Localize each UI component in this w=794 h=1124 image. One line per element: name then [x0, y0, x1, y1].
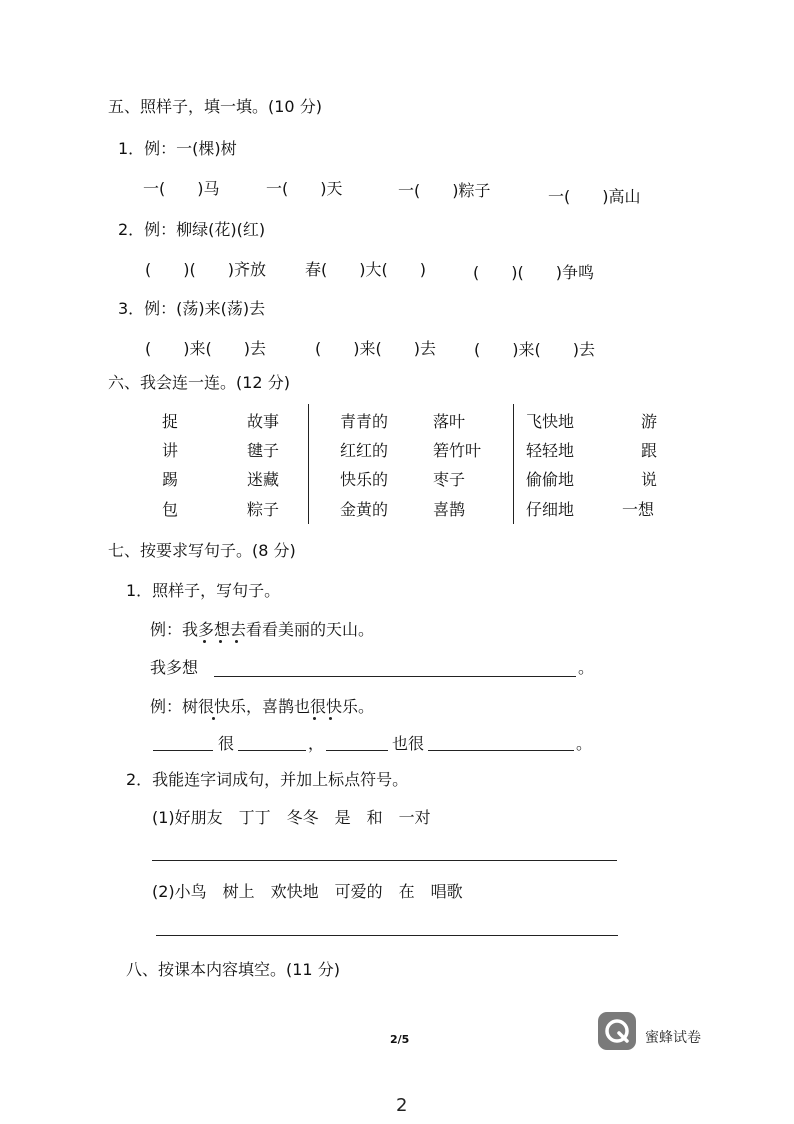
- example-sentence-1: 例：我多想去看看美丽的天山。: [150, 620, 375, 639]
- q7-2-title: 2．我能连字词成句，并加上标点符号。: [126, 770, 409, 789]
- match-c3-left-3: 偷偷地: [526, 470, 575, 489]
- match-c3-left-2: 轻轻地: [526, 441, 575, 460]
- q3-example: 3．例：(荡)来(荡)去: [118, 299, 266, 318]
- q7-2-item-1: (1)好朋友 丁丁 冬冬 是 和 一对: [152, 808, 431, 827]
- fill2-word-c: 也很: [392, 734, 425, 753]
- answer-line-q7-2-2[interactable]: [156, 935, 618, 936]
- match-c3-left-1: 飞快地: [526, 412, 575, 431]
- answer-line-fill1[interactable]: [214, 676, 576, 677]
- column-divider-1: [308, 404, 309, 524]
- answer-line-fill2-a[interactable]: [153, 750, 213, 751]
- match-c1-right-3: 迷藏: [247, 470, 280, 489]
- fill1-prefix: 我多想: [150, 658, 199, 677]
- q3-item-3: ( )来( )去: [474, 340, 595, 359]
- match-c2-right-1: 落叶: [433, 412, 466, 431]
- fill2-period: 。: [576, 734, 593, 753]
- match-c2-right-3: 枣子: [433, 470, 466, 489]
- match-c2-left-3: 快乐的: [340, 470, 389, 489]
- q3-item-1: ( )来( )去: [145, 339, 266, 358]
- fill2-comma: ，: [308, 734, 325, 753]
- q1-example: 1．例：一(棵)树: [118, 139, 237, 158]
- emphasis-dot: [313, 717, 316, 720]
- emphasis-dot: [212, 717, 215, 720]
- match-c2-left-4: 金黄的: [340, 500, 389, 519]
- column-divider-2: [513, 404, 514, 524]
- q1-item-4: 一( )高山: [548, 187, 641, 206]
- match-c1-left-3: 踢: [162, 470, 179, 489]
- section5-title: 五、照样子，填一填。(10 分): [108, 97, 322, 116]
- match-c3-right-2: 跟: [641, 441, 658, 460]
- q2-item-1: ( )( )齐放: [145, 260, 266, 279]
- q2-item-2: 春( )大( ): [305, 260, 426, 279]
- q1-item-1: 一( )马: [143, 179, 220, 198]
- match-c1-left-2: 讲: [162, 441, 179, 460]
- fill2-word-a: 很: [218, 734, 235, 753]
- q1-item-3: 一( )粽子: [398, 181, 491, 200]
- fill1-suffix: 。: [578, 658, 595, 677]
- match-c2-left-2: 红红的: [340, 441, 389, 460]
- q3-item-2: ( )来( )去: [315, 339, 436, 358]
- q7-1-title: 1．照样子，写句子。: [126, 581, 281, 600]
- match-c1-right-1: 故事: [247, 412, 280, 431]
- emphasis-dot: [203, 640, 206, 643]
- q7-2-item-2: (2)小鸟 树上 欢快地 可爱的 在 唱歌: [152, 882, 463, 901]
- q1-item-2: 一( )天: [266, 179, 343, 198]
- answer-line-q7-2-1[interactable]: [152, 860, 617, 861]
- match-c2-right-4: 喜鹊: [433, 500, 466, 519]
- section8-title: 八、按课本内容填空。(11 分): [126, 960, 340, 979]
- match-c2-right-2: 箬竹叶: [433, 441, 482, 460]
- section7-title: 七、按要求写句子。(8 分): [108, 541, 296, 560]
- match-c1-left-1: 捉: [162, 412, 179, 431]
- page-number: 2: [396, 1095, 408, 1116]
- match-c1-right-2: 毽子: [247, 441, 280, 460]
- emphasis-dot: [219, 640, 222, 643]
- emphasis-dot: [235, 640, 238, 643]
- section6-title: 六、我会连一连。(12 分): [108, 373, 290, 392]
- answer-line-fill2-b[interactable]: [238, 750, 306, 751]
- answer-line-fill2-c[interactable]: [326, 750, 388, 751]
- match-c3-right-3: 说: [641, 470, 658, 489]
- match-c3-right-4: 一想: [622, 500, 655, 519]
- match-c1-left-4: 包: [162, 500, 179, 519]
- example-sentence-2: 例：树很快乐，喜鹊也很快乐。: [150, 697, 375, 716]
- match-c2-left-1: 青青的: [340, 412, 389, 431]
- q2-item-3: ( )( )争鸣: [473, 263, 594, 282]
- emphasis-dot: [329, 717, 332, 720]
- answer-line-fill2-d[interactable]: [428, 750, 574, 751]
- match-c3-right-1: 游: [641, 412, 658, 431]
- bee-exam-logo-icon: [598, 1012, 636, 1050]
- brand-name: 蜜蜂试卷: [645, 1030, 701, 1046]
- q2-example: 2．例：柳绿(花)(红): [118, 220, 266, 239]
- match-c3-left-4: 仔细地: [526, 500, 575, 519]
- match-c1-right-4: 粽子: [247, 500, 280, 519]
- page-fraction: 2/5: [390, 1033, 410, 1046]
